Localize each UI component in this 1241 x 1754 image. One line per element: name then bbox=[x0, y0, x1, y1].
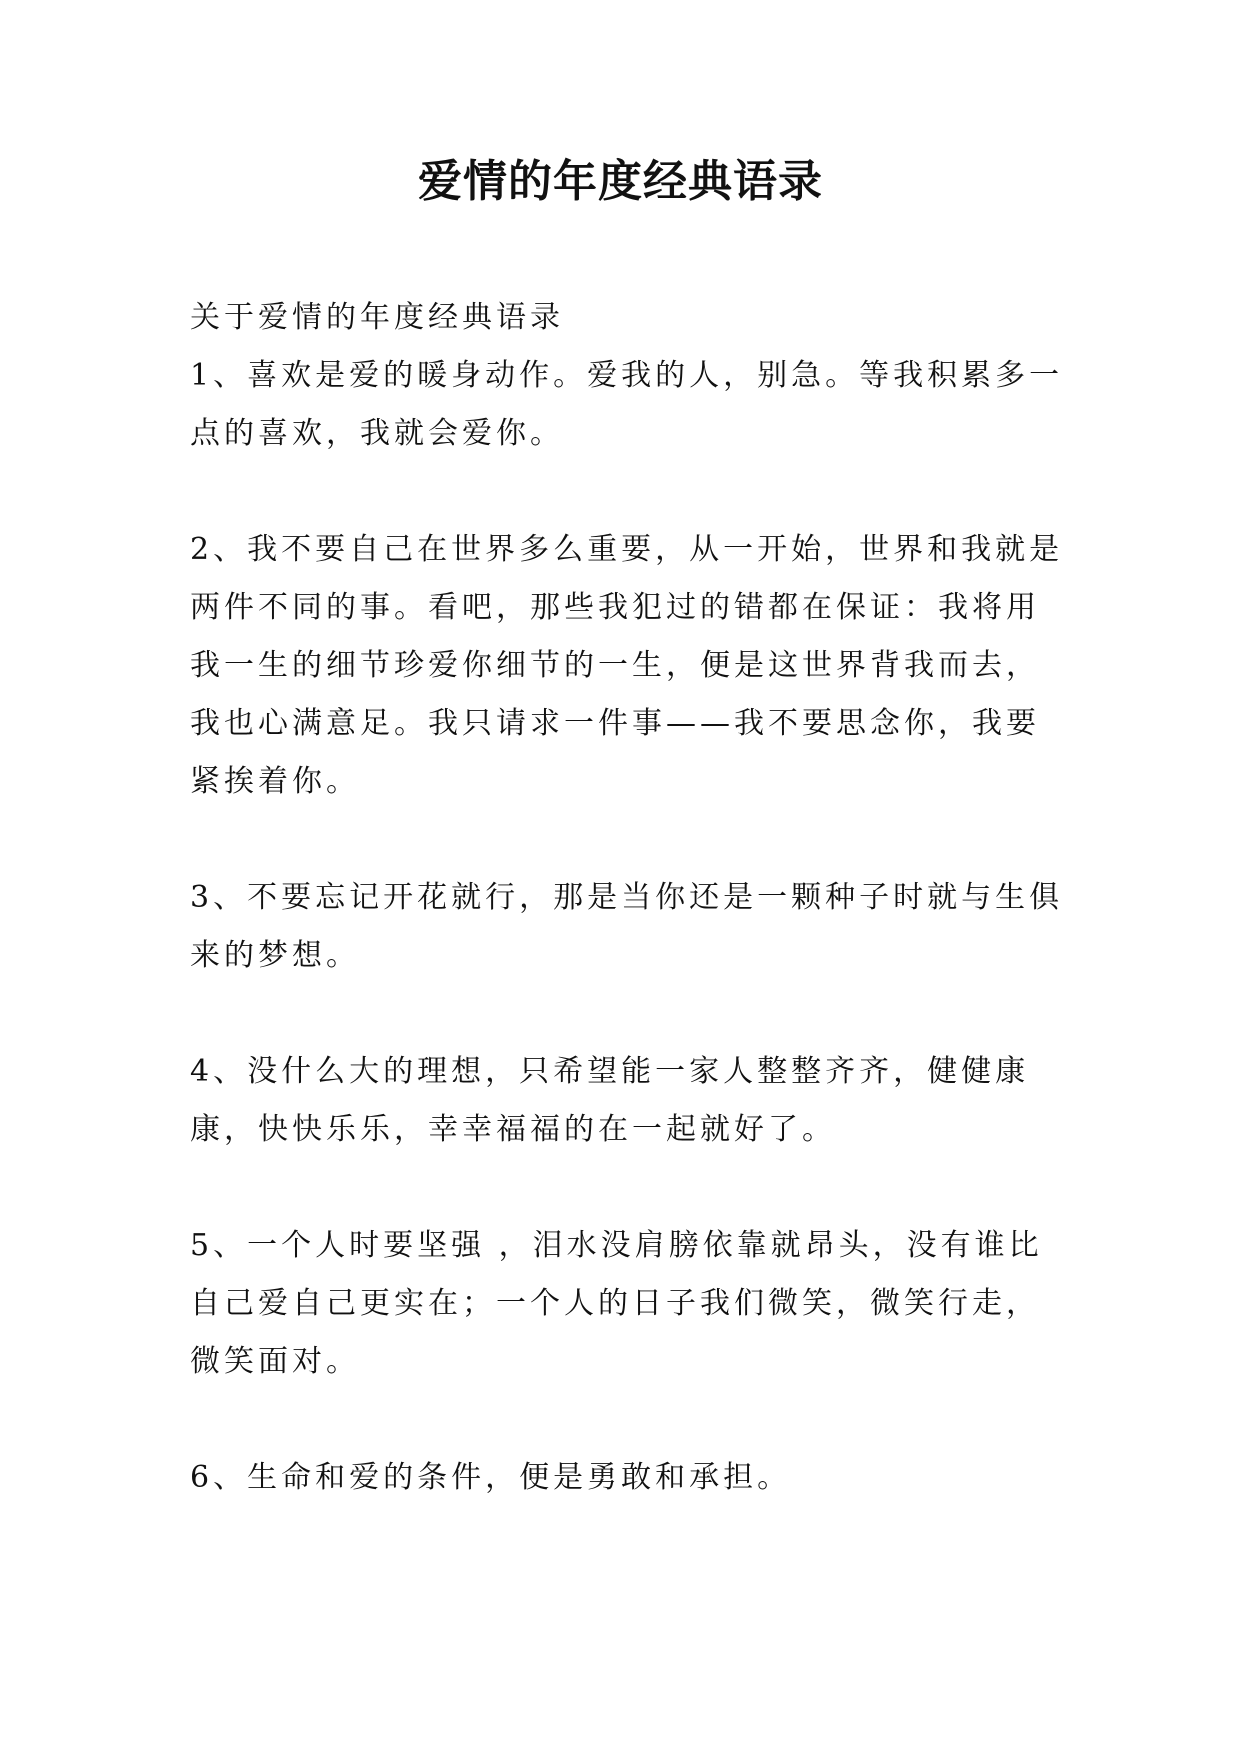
document-body bbox=[190, 289, 1070, 1565]
quote-4: 4、没什么大的理想，只希望能一家人整整齐齐，健健康康，快快乐乐，幸幸福福的在一起就好了。 bbox=[190, 1054, 1030, 1147]
quote-3: 3、不要忘记开花就行，那是当你还是一颗种子时就与生俱来的梦想。 bbox=[190, 880, 1064, 973]
quote-1: 1、喜欢是爱的暖身动作。爱我的人，别急。等我积累多一点的喜欢，我就会爱你。 bbox=[190, 358, 1064, 451]
quote-6: 6、生命和爱的条件，便是勇敢和承担。 bbox=[190, 1460, 792, 1495]
quote-2: 2、我不要自己在世界多么重要，从一开始，世界和我就是两件不同的事。看吧，那些我犯过的错都在保证：我将用我一生的细节珍爱你细节的一生，便是这世界背我而去，我也心满意足。我只请求一件事——我不要思念你，我要紧挨着你。 bbox=[190, 532, 1064, 799]
quote-5: 5、一个人时要坚强 ，泪水没肩膀依靠就昂头，没有谁比自己爱自己更实在；一个人的日子我们微笑，微笑行走，微笑面对。 bbox=[190, 1228, 1043, 1379]
document-subtitle: 关于爱情的年度经典语录 bbox=[190, 300, 564, 335]
document-title: 爱情的年度经典语录 bbox=[418, 156, 823, 207]
